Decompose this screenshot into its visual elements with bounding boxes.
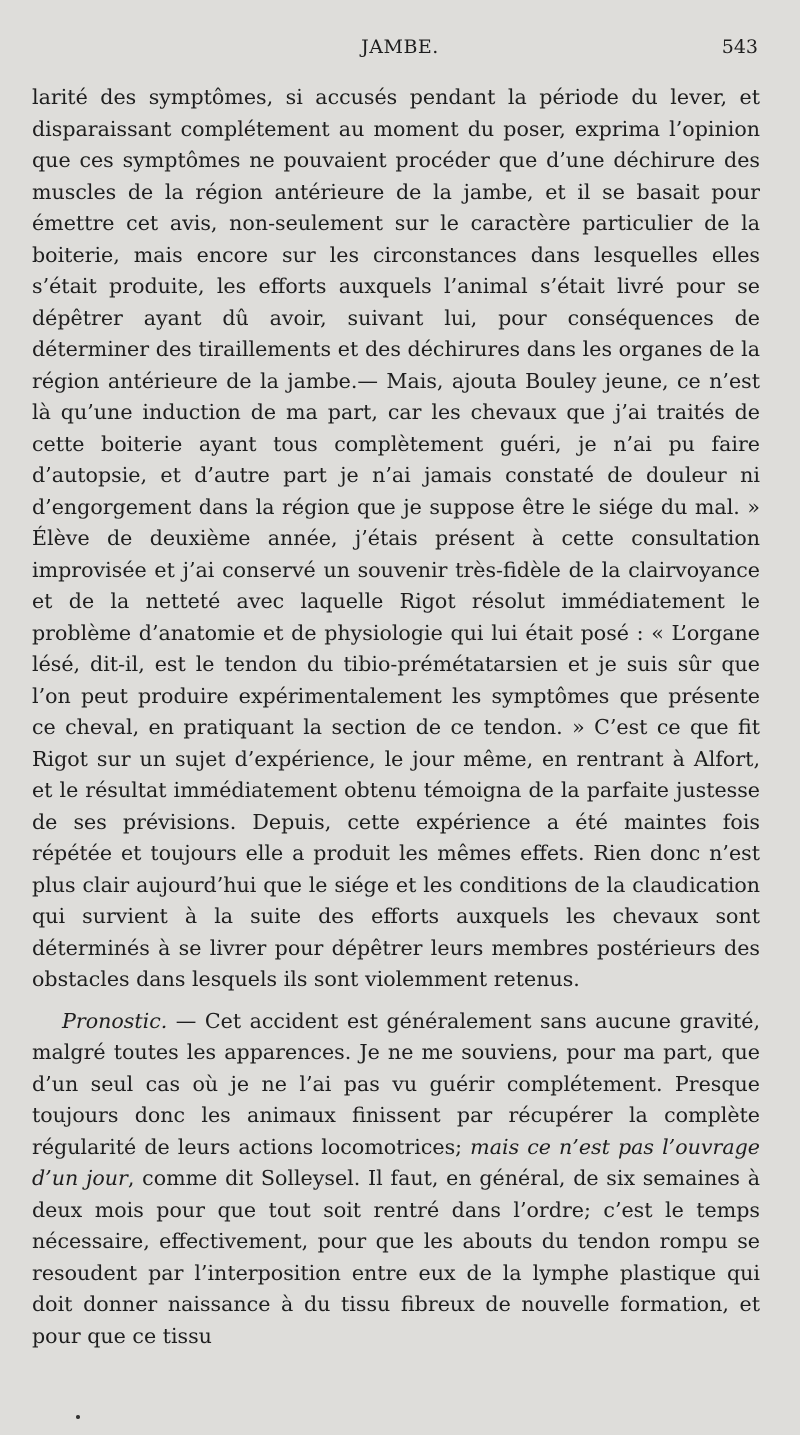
page-number: 543 bbox=[721, 36, 758, 58]
solleysel-quote: mais ce n’est pas l’ouvrage d’un jour bbox=[32, 1134, 760, 1190]
pronostic-text-part-1: — Cet accident est généralement sans aucune gravité, malgré toutes les apparences. Je ne me souviens, pour ma part, que d’un seul cas où je ne l’ai pas vu guérir complétement. Presque toujours donc les animaux finissent par récupérer la complète régularité de leurs actions locomotrices; bbox=[32, 1008, 760, 1159]
paragraph-continuation: larité des symptômes, si accusés pendant la période du lever, et disparaissant complétement au moment du poser, exprima l’opinion que ces symptômes ne pouvaient procéder que d’une déchirure des muscles de la région antérieure de la jambe, et il se basait pour émettre cet avis, non-seulement sur le caractère particulier de la boiterie, mais encore sur les circonstances dans lesquelles elles s’était produite, les efforts auxquels l’animal s’était livré pour se dépêtrer ayant dû avoir, suivant lui, pour conséquences de déterminer des tiraillements et des déchirures dans les organes de la région antérieure de la jambe.— Mais, ajouta Bouley jeune, ce n’est là qu’une induction de ma part, car les chevaux que j’ai traités de cette boiterie ayant tous complètement guéri, je n’ai pu faire d’autopsie, et d’autre part je n’ai jamais constaté de douleur ni d’engorgement dans la région que je suppose être le siége du mal. » Élève de deuxième année, j’étais présent à cette consultation improvisée et j’ai conservé un souvenir très-fidèle de la clairvoyance et de la netteté avec laquelle Rigot résolut immédiatement le problème d’anatomie et de physiologie qui lui était posé : « L’organe lésé, dit-il, est le tendon du tibio-prémétatarsien et je suis sûr que l’on peut produire expérimentalement les symptômes que présente ce cheval, en pratiquant la section de ce tendon. » C’est ce que fit Rigot sur un sujet d’expérience, le jour même, en rentrant à Alfort, et le résultat immédiatement obtenu témoigna de la parfaite justesse de ses prévisions. Depuis, cette expérience a été maintes fois répétée et toujours elle a produit les mêmes effets. Rien donc n’est plus clair aujourd’hui que le siége et les conditions de la claudication qui survient à la suite des efforts auxquels les chevaux sont déterminés à se livrer pour dépêtrer leurs membres postérieurs des obstacles dans lesquels ils sont violemment retenus. bbox=[32, 85, 760, 991]
pronostic-text-part-2: , comme dit Solleysel. Il faut, en général, de six semaines à deux mois pour que tout soit rentré dans l’ordre; c’est le temps nécessaire, effectivement, pour que les abouts du tendon rompu se resoudent par l’interposition entre eux de la lymphe plastique qui doit donner naissance à du tissu fibreux de nouvelle formation, et pour que ce tissu bbox=[32, 1166, 760, 1348]
section-heading-pronostic: Pronostic. bbox=[62, 1008, 168, 1033]
running-title: JAMBE. bbox=[361, 36, 439, 58]
paragraph-pronostic bbox=[32, 1006, 760, 1353]
body-text bbox=[32, 82, 760, 1352]
page-header bbox=[0, 36, 800, 66]
ink-speck bbox=[76, 1415, 80, 1419]
